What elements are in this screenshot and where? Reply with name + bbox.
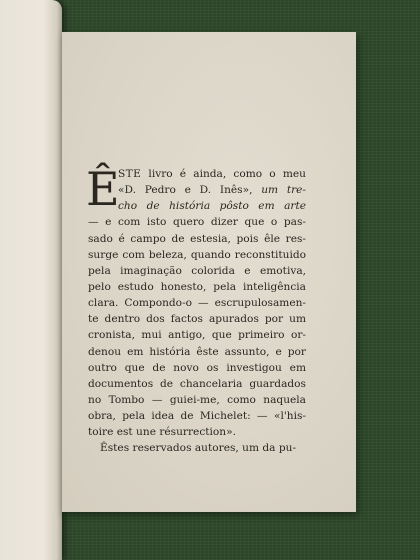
text-run: denou em história êste assunto, e por [88,345,306,358]
text-run: obra, pela idea de Michelet: — «l'his- [88,410,306,423]
text-run: um tre- [261,184,306,197]
text-line [88,311,306,327]
text-lines [86,162,306,457]
text-line [88,182,306,198]
text-line [88,263,306,279]
text-line [88,214,306,230]
text-run: pela imaginação colorida e emotiva, [88,264,306,277]
text-line [88,166,306,182]
text-run: Êstes reservados autores, um da pu- [100,442,297,455]
text-run: outro que de novo os investigou em [88,361,306,374]
text-line [88,344,306,360]
text-line [88,327,306,343]
text-line [88,376,306,392]
text-run: clara. Compondo-o — escrupulosamen- [88,297,306,310]
text-run: — e com isto quero dizer que o pas- [88,216,306,229]
text-run: pelo estudo honesto, pela inteligência [88,280,306,293]
text-run: cho de história pôsto em arte [118,200,306,213]
text-line [88,408,306,424]
text-run: te dentro dos factos apurados por um [88,313,306,326]
text-line [88,198,306,214]
text-run: livro é ainda, como o meu [141,168,306,180]
text-line [88,295,306,311]
text-run: «D. Pedro e D. Inês», [118,184,262,197]
body-text [86,162,306,457]
text-run: sado é campo de estesia, pois êle res- [88,232,306,245]
text-line [88,424,306,440]
text-run: documentos de chancelaria guardados [88,377,306,390]
text-run: no Tombo — guiei-me, como naquela [88,393,306,406]
text-line [88,392,306,408]
text-line [88,231,306,247]
facing-page-edge [0,0,62,560]
text-run: cronista, mui antigo, que primeiro or- [88,329,306,342]
text-run: surge com beleza, quando reconstituido [88,248,306,261]
drop-cap: Ê [86,162,120,216]
text-line [88,279,306,295]
text-line [88,360,306,376]
text-run: toire est une résurrection». [88,426,236,439]
text-line [88,247,306,263]
text-run: STE [118,168,142,180]
book-page [62,32,356,512]
text-line [88,440,306,456]
